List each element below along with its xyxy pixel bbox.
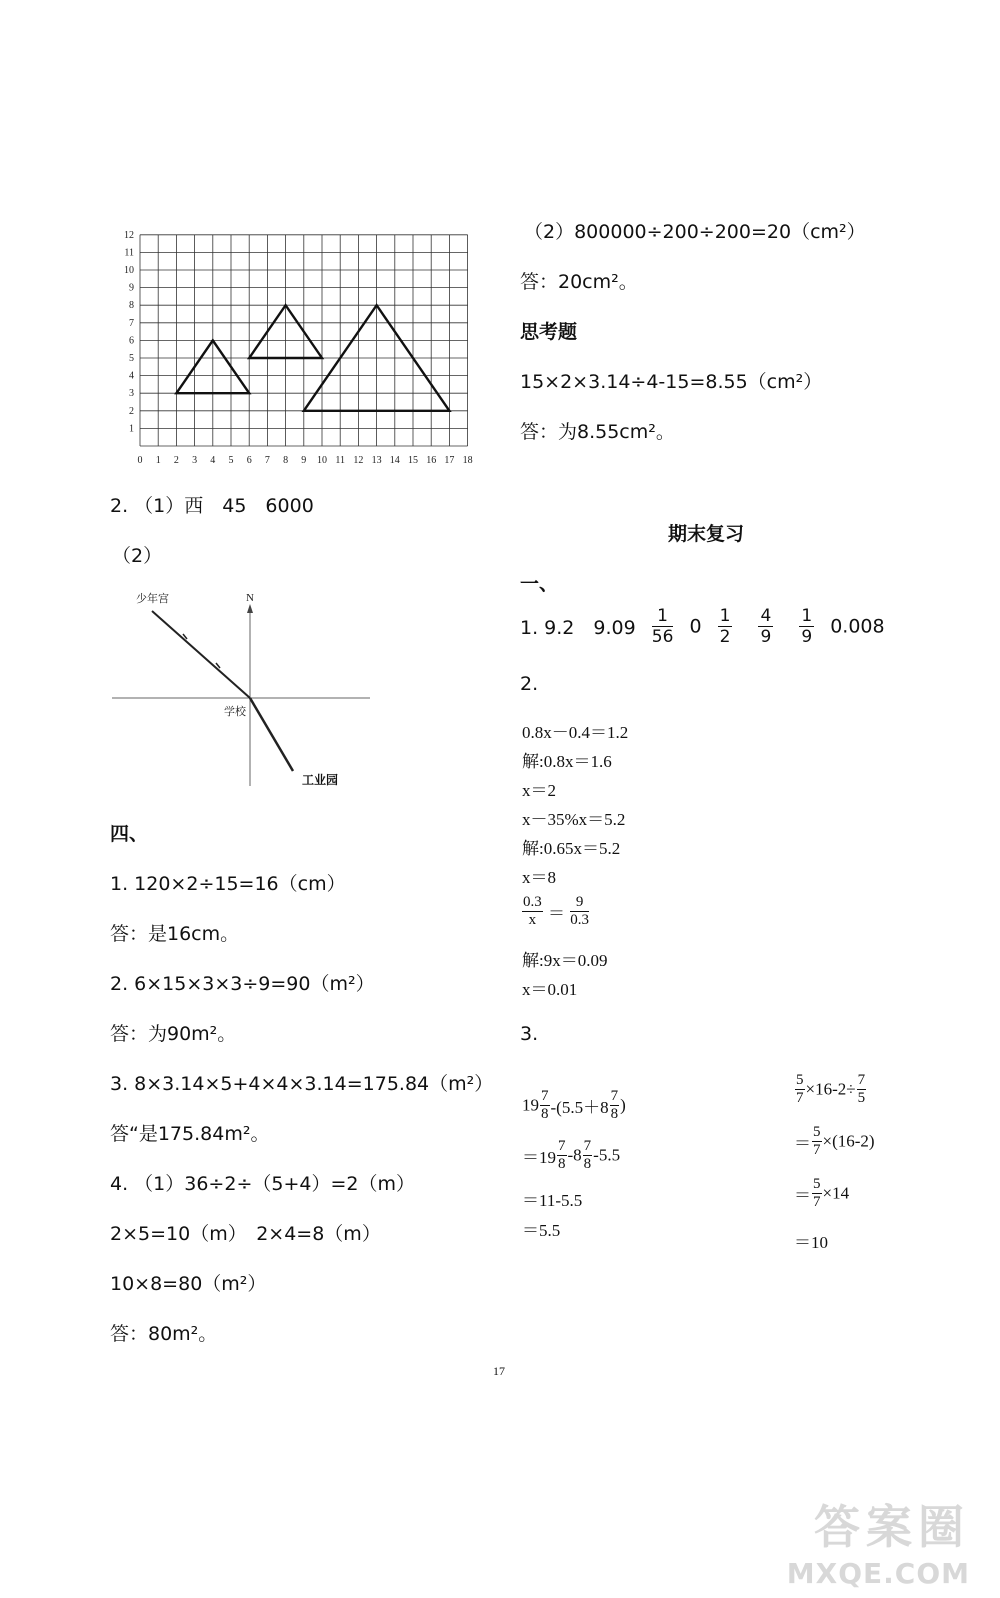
line-to-shaoniangong [152, 611, 250, 698]
thinking-question-heading: 思考题 [520, 321, 578, 343]
answer-line: 答：是16cm。 [110, 923, 240, 945]
equation-line: 0.8x－0.4＝1.2 [522, 723, 629, 742]
answer-line: 2×5=10（m） 2×4=8（m） [110, 1223, 381, 1245]
y-tick-label: 3 [129, 388, 134, 400]
equation-line: 解:0.65x＝5.2 [522, 839, 621, 858]
x-tick-label: 17 [444, 455, 455, 466]
x-tick-label: 14 [389, 455, 400, 466]
label-school: 学校 [224, 706, 246, 718]
calc-b-line1: $\frac{5}{7}$ ×16-2÷ $\frac{7}{5}$ [796, 1072, 866, 1106]
fraction: $\frac{7}{8}$ [610, 1088, 619, 1122]
y-tick-label: 6 [129, 335, 134, 347]
page-number: 17 [493, 1364, 505, 1378]
calc-a-line2: ＝19 $\frac{7}{8}$ -8 $\frac{7}{8}$ -5.5 [522, 1138, 621, 1172]
answer-line: 答：为90m²。 [110, 1023, 237, 1045]
equation-line: x－35%x＝5.2 [522, 810, 626, 829]
answer-line: 2. 6×15×3×3÷9=90（m²） [110, 973, 375, 995]
calc-a-line3: ＝11-5.5 [522, 1191, 583, 1210]
section-four-heading: 四、 [110, 823, 149, 845]
answer-line: 10×8=80（m²） [110, 1273, 267, 1295]
x-tick-label: 4 [210, 455, 216, 466]
answer-line: 15×2×3.14÷4-15=8.55（cm²） [520, 371, 823, 393]
x-tick-label: 5 [228, 455, 234, 466]
fraction: $\frac{5}{7}$ [813, 1124, 821, 1158]
x-tick-label: 12 [353, 455, 364, 466]
label-shaoniangong: 少年宫 [136, 593, 169, 605]
x-tick-label: 18 [462, 455, 473, 466]
fraction: $\frac{7}{5}$ [857, 1072, 866, 1106]
fraction: $\frac{7}{8}$ [558, 1138, 566, 1172]
answer-line: 答：80m²。 [110, 1323, 218, 1345]
answer-line: （2）800000÷200÷200=20（cm²） [524, 221, 866, 243]
x-tick-label: 3 [192, 455, 198, 466]
answer-line: 答：20cm²。 [520, 271, 638, 293]
equation-line: x＝8 [522, 868, 556, 887]
x-tick-label: 11 [335, 455, 346, 466]
fraction: $\frac{7}{8}$ [583, 1138, 592, 1172]
equation-line: x＝2 [522, 781, 556, 800]
x-tick-label: 2 [173, 455, 179, 466]
fraction: $\frac{5}{7}$ [796, 1072, 804, 1106]
watermark-logo: 答案圈 MXQE.COM [786, 1500, 970, 1590]
fraction: $\frac{9}{0.3}$ [570, 894, 589, 928]
calc-a-line1: 19 $\frac{7}{8}$ -(5.5＋8 $\frac{7}{8}$ ) [522, 1088, 626, 1122]
equation-line: 解:9x＝0.09 [522, 951, 608, 970]
grid-lines [140, 235, 468, 446]
y-tick-label: 11 [124, 247, 134, 259]
y-tick-label: 7 [129, 317, 134, 329]
direction-map [108, 586, 388, 796]
calc-b-line2: ＝ $\frac{5}{7}$ ×(16-2) [794, 1124, 875, 1158]
calc-a-line4: ＝5.5 [522, 1221, 561, 1240]
fraction: $\frac{0.3}{x}$ [523, 894, 542, 928]
q2-part2: （2） [112, 545, 163, 567]
answer-line: 3. 8×3.14×5+4×4×3.14=175.84（m²） [110, 1073, 494, 1095]
proportion: $\frac{0.3}{x}$ ＝ $\frac{9}{0.3}$ [523, 894, 589, 928]
x-tick-label: 9 [301, 455, 307, 466]
x-tick-label: 13 [371, 455, 382, 466]
north-arrow-icon [247, 604, 253, 613]
zero-value: 0 [689, 615, 702, 638]
q1-lead: 1. 9.2 9.09 [520, 617, 636, 639]
q2-heading: 2. [520, 673, 539, 695]
y-tick-label: 4 [129, 370, 134, 382]
y-tick-label: 5 [129, 353, 134, 364]
answer-line: 答：为8.55cm²。 [520, 421, 675, 443]
fraction: $\frac{5}{7}$ [813, 1176, 821, 1210]
coordinate-grid [110, 218, 490, 473]
q2-part1: 2. （1）西 45 6000 [110, 495, 314, 517]
y-tick-label: 8 [129, 300, 134, 312]
fraction: $\frac{7}{8}$ [541, 1088, 549, 1122]
x-tick-label: 0 [137, 455, 143, 466]
answer-line: 1. 120×2÷15=16（cm） [110, 873, 346, 895]
y-tick-label: 10 [124, 265, 134, 276]
x-tick-label: 7 [264, 455, 270, 466]
fraction: $\frac{1}{9}$ [801, 606, 813, 647]
y-tick-label: 9 [129, 282, 134, 294]
equation-line: 解:0.8x＝1.6 [522, 752, 612, 771]
label-north: N [246, 592, 254, 604]
fraction: $\frac{1}{56}$ [651, 606, 674, 647]
x-tick-label: 10 [317, 455, 327, 466]
line-to-industrial [250, 698, 293, 771]
x-tick-label: 8 [283, 455, 289, 466]
x-tick-label: 16 [426, 455, 437, 466]
equation-line: x＝0.01 [522, 980, 578, 999]
x-tick-label: 6 [246, 455, 252, 466]
y-tick-label: 1 [129, 423, 134, 435]
q1-answers [520, 606, 885, 647]
y-tick-label: 12 [124, 229, 134, 241]
answer-line: 4. （1）36÷2÷（5+4）=2（m） [110, 1173, 415, 1195]
y-tick-label: 2 [129, 405, 134, 417]
answer-line: 答“是175.84m²。 [110, 1123, 270, 1145]
x-tick-label: 1 [155, 455, 161, 466]
label-industrial: 工业园 [302, 773, 339, 787]
calc-b-line3: ＝ $\frac{5}{7}$ ×14 [794, 1176, 850, 1210]
fraction: $\frac{1}{2}$ [719, 606, 731, 647]
fraction: $\frac{4}{9}$ [760, 606, 772, 647]
section-one-heading: 一、 [520, 573, 559, 595]
q1-tail: 0.008 [830, 615, 885, 638]
calc-b-line4: ＝10 [794, 1233, 828, 1252]
review-title: 期末复习 [668, 523, 745, 545]
x-tick-label: 15 [408, 455, 418, 466]
q3-heading: 3. [520, 1023, 539, 1045]
